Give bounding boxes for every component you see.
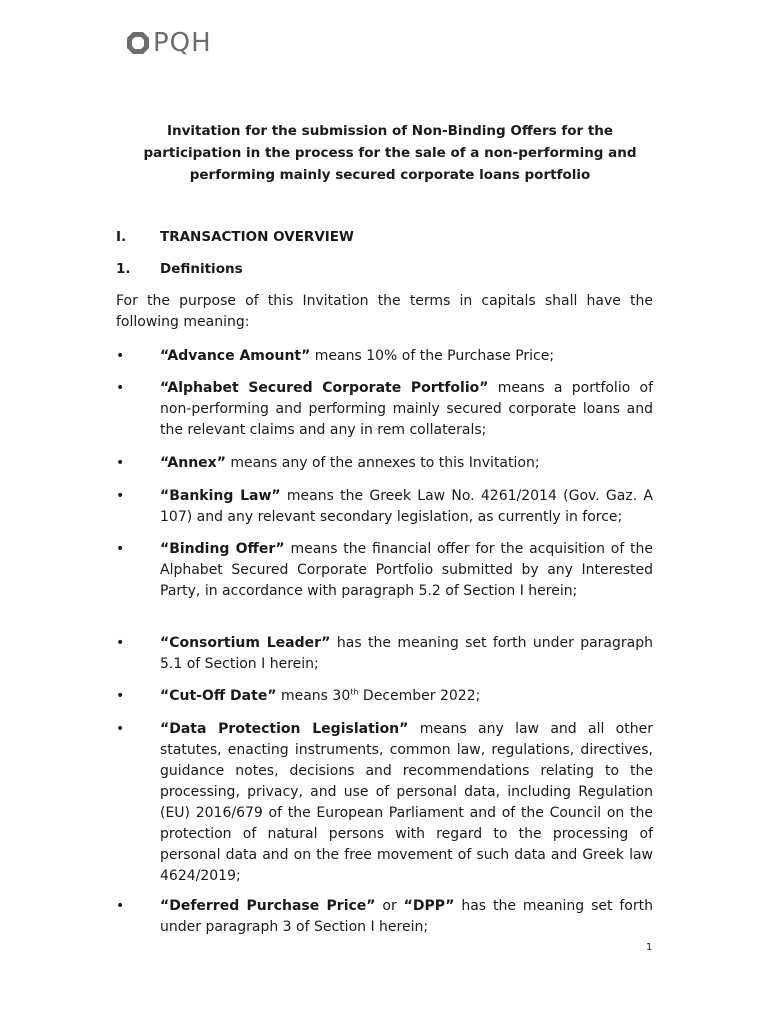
intro-paragraph: For the purpose of this Invitation the terms in capitals shall have the following meaning: [116,293,653,330]
definition-item [116,346,653,367]
definition-text: December 2022; [358,688,481,704]
definition-term: “Annex” [160,455,226,471]
definition-item [116,453,653,474]
ordinal-suffix: th [350,687,359,697]
definition-text: means the financial offer for the acquisition of the Alphabet Secured Corporate Portfolio submitted by any Interested Party, in accordance with paragraph 5.2 of Section I herein; [160,541,653,599]
definition-item [116,539,653,602]
subsection-number: 1. [116,261,131,277]
bullet-icon: • [116,635,125,651]
logo-text: PQH [153,28,212,58]
bullet-icon: • [116,380,125,396]
definition-text: means a portfolio of non-performing and performing mainly secured corporate loans and the relevant claims and any in rem collaterals; [160,380,653,438]
definition-text: means 10% of the Purchase Price; [310,348,555,364]
definition-text: means any of the annexes to this Invitation; [225,455,540,471]
definition-text: or [375,898,404,914]
page-number: 1 [646,942,653,953]
bullet-icon: • [116,541,125,557]
bullet-icon: • [116,455,125,471]
definition-item [116,378,653,441]
definition-term: “DPP” [403,898,455,914]
definition-term: “Advance Amount” [160,348,311,364]
definition-text: has the meaning set forth under paragraph 3 of Section I herein; [160,898,653,935]
definition-item [116,486,653,528]
definition-item [116,896,653,938]
bullet-icon: • [116,721,125,737]
definition-term: “Alphabet Secured Corporate Portfolio” [160,380,489,396]
subsection-label: Definitions [160,261,243,277]
definition-term: “Consortium Leader” [160,635,331,651]
company-logo [126,30,212,56]
definition-text: has the meaning set forth under paragraph 5.1 of Section I herein; [160,635,653,672]
definition-term: “Data Protection Legislation” [160,721,409,737]
definition-term: “Banking Law” [160,488,281,504]
document-title: Invitation for the submission of Non-Binding Offers for the participation in the process for the sale of a non-performing and performing mainly secured corporate loans portfolio [143,123,637,183]
bullet-icon: • [116,688,125,704]
definition-text: means the Greek Law No. 4261/2014 (Gov. Gaz. A 107) and any relevant secondary legislation, as currently in force; [160,488,654,525]
bullet-icon: • [116,898,125,914]
definition-text: means any law and all other statutes, enacting instruments, common law, regulations, directives, guidance notes, decisions and recommendations relating to the processing, privacy, and use of personal data, including Regulation (EU) 2016/679 of the European Parliament and of the Council on the protection of natural persons with regard to the processing of personal data and on the free movement of such data and Greek law 4624/2019; [160,721,653,884]
definition-text: means 30 [276,688,351,704]
bullet-icon: • [116,488,125,504]
definition-item [116,633,653,675]
bullet-icon: • [116,348,125,364]
definition-item [116,686,653,707]
octagon-ring-logo-icon [126,31,150,55]
definition-term: “Deferred Purchase Price” [160,898,376,914]
definition-term: “Cut-Off Date” [160,688,277,704]
definition-term: “Binding Offer” [160,541,285,557]
section-label: TRANSACTION OVERVIEW [160,229,354,245]
definition-item [116,719,653,887]
section-number: I. [116,229,127,245]
